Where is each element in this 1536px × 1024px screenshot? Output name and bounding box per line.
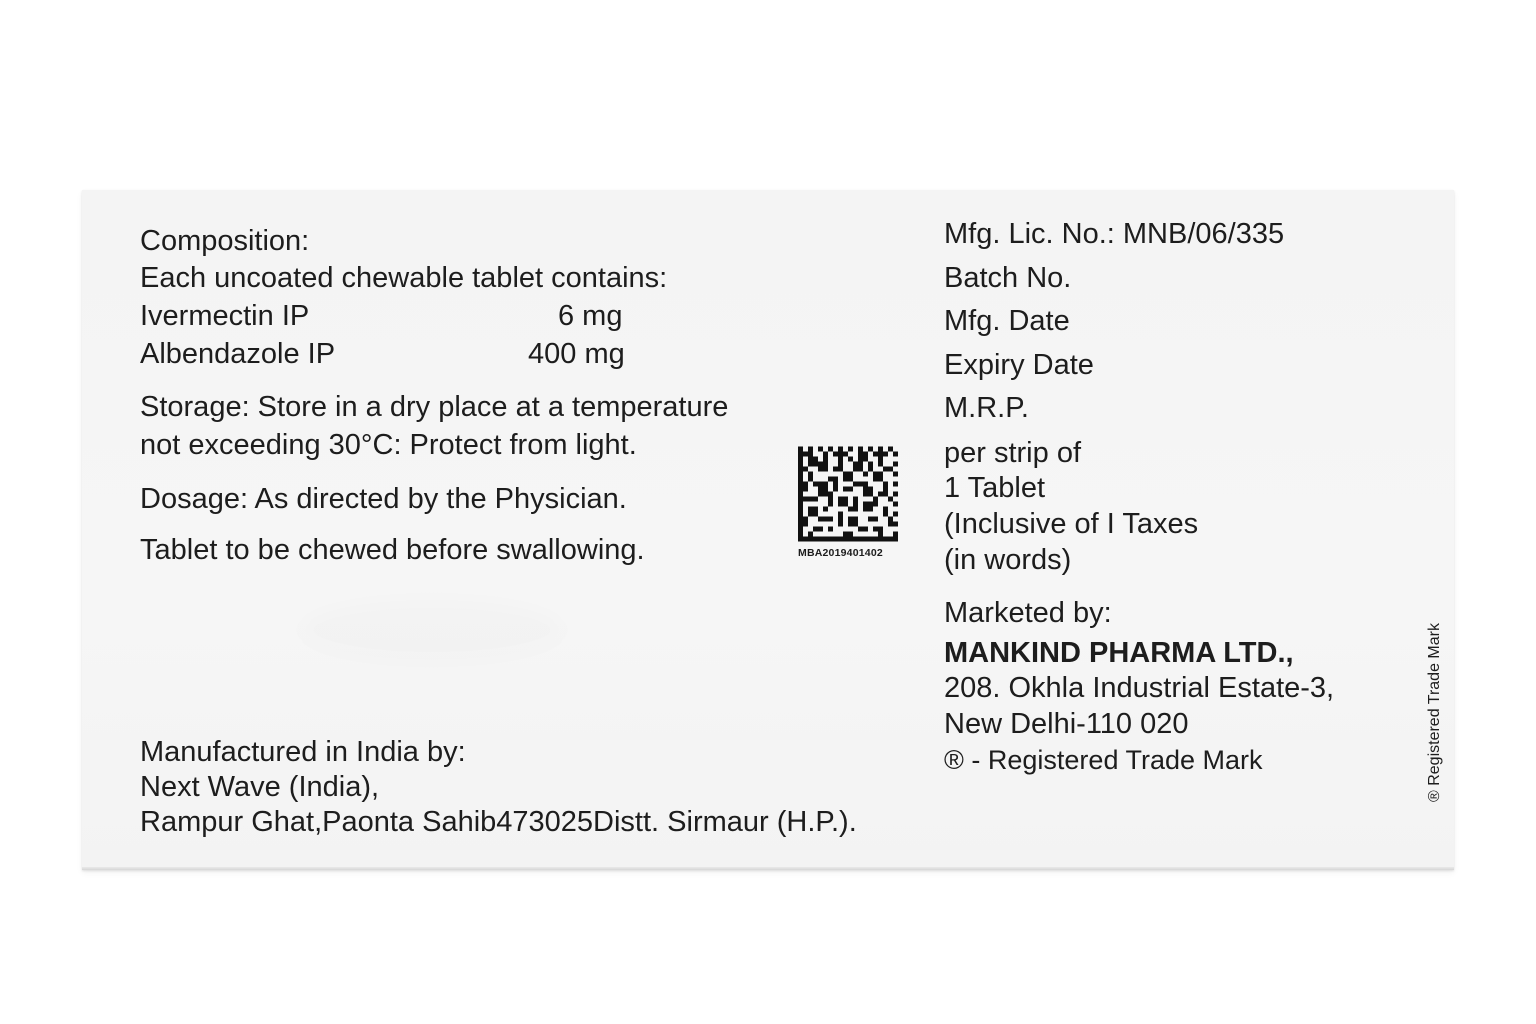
composition-heading: Composition: (140, 225, 310, 257)
ingredient-amount-1: 6 mg (558, 300, 623, 332)
ingredient-name-1: Ivermectin IP (140, 300, 310, 332)
data-matrix-barcode-icon (798, 446, 898, 542)
mfg-license-number: Mfg. Lic. No.: MNB/06/335 (944, 218, 1285, 250)
barcode-code-text: MBA2019401402 (798, 547, 883, 559)
chewing-instruction: Tablet to be chewed before swallowing. (140, 534, 645, 566)
ingredient-amount-2: 400 mg (528, 338, 625, 370)
per-strip-label: per strip of (944, 437, 1081, 469)
dosage-text: Dosage: As directed by the Physician. (140, 483, 627, 515)
tablet-count: 1 Tablet (944, 472, 1046, 504)
medicine-box-back-panel (82, 190, 1454, 870)
marketer-name: MANKIND PHARMA LTD., (944, 637, 1294, 669)
composition-intro: Each uncoated chewable tablet contains: (140, 262, 668, 294)
taxes-note: (Inclusive of I Taxes (944, 508, 1199, 540)
marketer-address-2: New Delhi-110 020 (944, 708, 1189, 740)
storage-line-1: Storage: Store in a dry place at a temperature (140, 391, 729, 423)
in-words-note: (in words) (944, 544, 1072, 576)
marketer-address-1: 208. Okhla Industrial Estate-3, (944, 672, 1335, 704)
vertical-trademark-label: ® Registered Trade Mark (1426, 623, 1443, 802)
batch-number-label: Batch No. (944, 262, 1072, 294)
surface-smudge (302, 600, 562, 660)
manufacturer-address: Rampur Ghat,Paonta Sahib473025Distt. Sirmaur (H.P.). (140, 806, 857, 838)
manufacturer-name: Next Wave (India), (140, 771, 380, 803)
mrp-label: M.R.P. (944, 392, 1029, 424)
manufacturer-label: Manufactured in India by: (140, 736, 466, 768)
trademark-note: ® - Registered Trade Mark (944, 745, 1263, 775)
vertical-trademark-text (1426, 623, 1446, 822)
ingredient-name-2: Albendazole IP (140, 338, 336, 370)
expiry-date-label: Expiry Date (944, 349, 1094, 381)
storage-line-2: not exceeding 30°C: Protect from light. (140, 429, 637, 461)
mfg-date-label: Mfg. Date (944, 305, 1070, 337)
marketed-by-label: Marketed by: (944, 597, 1112, 629)
